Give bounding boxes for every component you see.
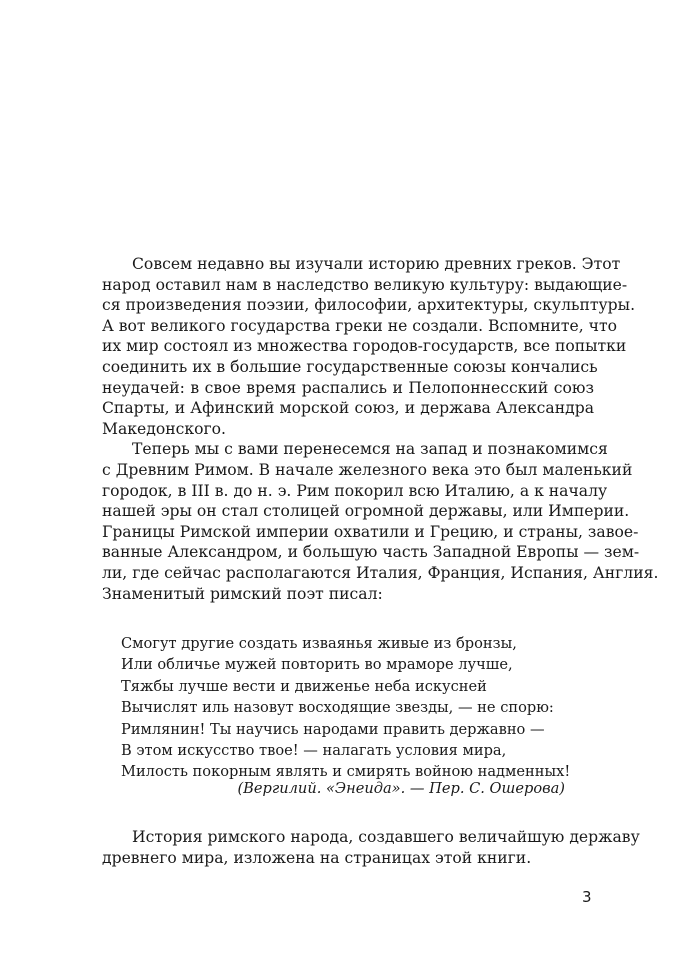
poem-verse: Тяжбы лучше вести и движенье неба искусней [121, 677, 487, 695]
paragraph2-line: ванные Александром, и большую часть Западной Европы — зем- [102, 543, 640, 562]
poem-verse: Милость покорным являть и смирять войною надменных! [121, 763, 571, 781]
paragraph2-line: Границы Римской империи охватили и Грецию, и страны, завое- [102, 522, 639, 541]
paragraph2-line: Теперь мы с вами перенесемся на запад и познакомимся [132, 440, 608, 459]
poem-verse: Смогут другие создать изваянья живые из бронзы, [121, 635, 517, 652]
poem-quote [121, 633, 571, 783]
paragraph2-line: нашей эры он стал столицей огромной державы, или Империи. [102, 502, 630, 521]
poem-verse: Вычислят иль назовут восходящие звезды, — не спорю: [121, 699, 554, 717]
paragraph1-line: ся произведения поэзии, философии, архитектуры, скульптуры. [102, 296, 636, 315]
closing-line: История римского народа, создавшего величайшую державу [132, 828, 640, 846]
paragraph2-line: ли, где сейчас располагаются Италия, Франция, Испания, Англия. [102, 563, 659, 582]
paragraph2-line: Знаменитый римский поэт писал: [102, 584, 383, 603]
paragraph1-line: А вот великого государства греки не создали. Вспомните, что [102, 316, 617, 335]
closing-line: древнего мира, изложена на страницах этой книги. [102, 849, 532, 867]
paragraph1-line: Совсем недавно вы изучали историю древних греков. Этот [132, 255, 621, 273]
closing-paragraph [102, 827, 640, 869]
paragraph2-line: городок, в III в. до н. э. Рим покорил всю Италию, а к началу [102, 481, 608, 500]
intro-text [102, 254, 659, 604]
paragraph1-line: неудачей: в свое время распались и Пелопоннесский союз [102, 378, 594, 397]
page-number: 3 [582, 888, 592, 906]
paragraph1-line: их мир состоял из множества городов-государств, все попытки [102, 337, 627, 356]
paragraph1-line: Спарты, и Афинский морской союз, и держава Александра [102, 399, 594, 418]
poem-verse: Римлянин! Ты научись народами править державно — [121, 720, 545, 738]
paragraph2-line: с Древним Римом. В начале железного века это был маленький [102, 460, 633, 479]
paragraph1-line: Македонского. [102, 419, 227, 438]
poem-verse: Или обличье мужей повторить во мраморе лучше, [121, 656, 513, 674]
poem-attribution: (Вергилий. «Энеида». — Пер. С. Ошерова) [237, 780, 565, 797]
poem-verse: В этом искусство твое! — налагать условия мира, [121, 742, 507, 760]
paragraph1-line: соединить их в большие государственные союзы кончались [102, 357, 598, 376]
paragraph1-line: народ оставил нам в наследство великую культуру: выдающие- [102, 275, 628, 294]
